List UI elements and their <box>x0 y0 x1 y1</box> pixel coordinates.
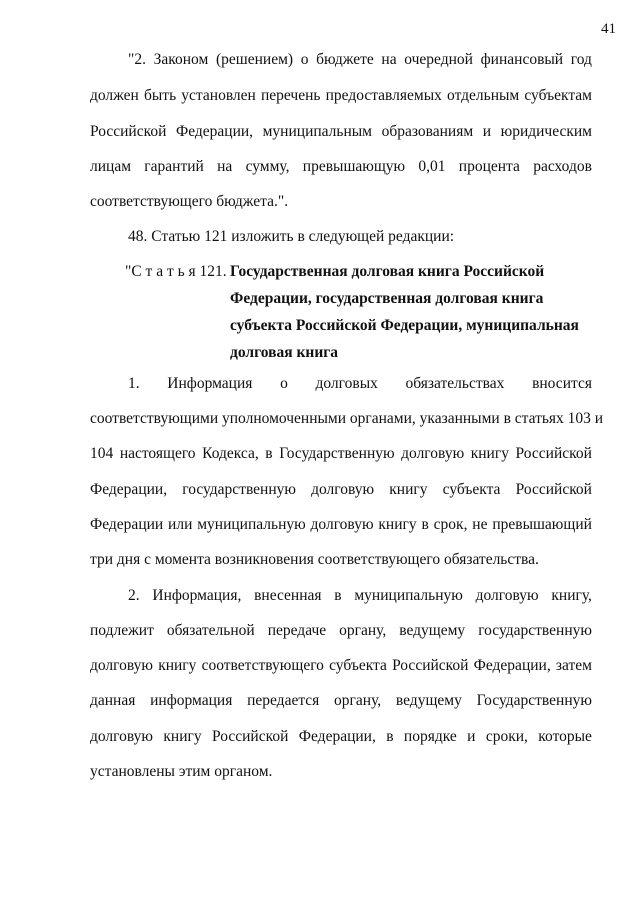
word: Законом <box>153 51 209 68</box>
paragraph-1-line-2 <box>90 86 592 106</box>
word: обязательной <box>166 622 255 639</box>
word: юридическим <box>500 123 592 140</box>
word: книгу <box>470 445 509 462</box>
word: быть <box>144 87 177 104</box>
word: о <box>280 375 288 392</box>
paragraph-3-line-3 <box>90 656 592 676</box>
word: финансовый <box>480 51 564 68</box>
word: Российской <box>515 445 592 462</box>
word: передается <box>247 692 320 709</box>
word: книгу <box>163 728 202 745</box>
word: 0,01 <box>418 158 446 175</box>
article-title-line-4: долговая книга <box>230 344 339 361</box>
word: внесенная <box>254 587 322 604</box>
word: органу, <box>334 692 382 709</box>
word: субъекта <box>442 481 501 498</box>
article-title-line-3: субъекта Российской Федерации, муниципальная <box>230 317 579 334</box>
word: муниципальную <box>197 516 306 533</box>
word: долговую <box>310 516 374 533</box>
article-label <box>125 262 227 282</box>
word: Федерации, <box>90 481 168 498</box>
paragraph-2-line-5 <box>90 515 592 535</box>
word: муниципальную <box>354 587 463 604</box>
article-title-line-2: Федерации, государственная долговая книга <box>230 290 544 307</box>
word: в <box>334 587 342 604</box>
paragraph-3-line-5 <box>90 727 592 747</box>
word: вносится <box>532 375 592 392</box>
word: превышающую <box>302 158 406 175</box>
word: Российской <box>392 657 469 674</box>
word: долговую <box>311 481 375 498</box>
word: год <box>570 51 592 68</box>
word: долговую <box>90 728 154 745</box>
word: Государственную <box>279 445 395 462</box>
word: субъектам <box>524 87 592 104</box>
word: и <box>467 728 476 745</box>
word: Государственную <box>476 692 592 709</box>
article-label-number: 121. <box>199 263 227 280</box>
word: Российской <box>515 481 592 498</box>
word: передаче <box>267 622 327 639</box>
word: Федерации <box>90 516 164 533</box>
amendment-instruction: 48. Статью 121 изложить в следующей редакции: <box>128 228 455 245</box>
word: (решением) <box>216 51 294 68</box>
word: Федерации, <box>298 728 376 745</box>
word: подлежит <box>90 622 154 639</box>
word: образованиям <box>381 123 474 140</box>
word: "2. <box>128 51 146 68</box>
word: ведущему <box>399 622 466 639</box>
paragraph-3-line-6: установлены этим органом. <box>90 763 273 780</box>
word: отдельным <box>447 87 520 104</box>
word: предоставляемых <box>325 87 442 104</box>
paragraph-3-line-1 <box>128 586 592 606</box>
paragraph-3-line-4 <box>90 691 592 711</box>
word: государственную <box>182 481 296 498</box>
word: в <box>421 516 429 533</box>
paragraph-3-line-2 <box>90 621 592 641</box>
word: книгу <box>158 657 197 674</box>
word: или <box>168 516 193 533</box>
word: о <box>300 51 309 68</box>
word: соответствующего <box>201 657 324 674</box>
word: должен <box>90 87 139 104</box>
paragraph-2-line-4 <box>90 480 592 500</box>
word: на <box>217 158 233 175</box>
word: в <box>386 728 394 745</box>
word: установлен <box>181 87 256 104</box>
word: гарантий <box>144 158 204 175</box>
paragraph-1-line-1 <box>128 50 592 70</box>
word: Российской <box>90 123 167 140</box>
paragraph-1-line-3 <box>90 122 592 142</box>
word: государственную <box>478 622 592 639</box>
word: долговую <box>90 657 154 674</box>
word: которые <box>538 728 592 745</box>
word: превышающий <box>492 516 592 533</box>
word: и <box>482 123 492 140</box>
paragraph-2-line-3 <box>90 444 592 464</box>
word: долговую <box>475 587 539 604</box>
word: Кодекса, <box>202 445 259 462</box>
word: Федерации, <box>473 657 551 674</box>
word: 1. <box>128 375 140 392</box>
paragraph-1-line-4 <box>90 157 592 177</box>
paragraph-2-line-1 <box>128 374 592 394</box>
word: субъекта <box>329 657 387 674</box>
word: книгу <box>389 481 428 498</box>
word: 2. <box>128 587 140 604</box>
word: очередной <box>404 51 473 68</box>
word: Информация, <box>152 587 242 604</box>
word: расходов <box>533 158 592 175</box>
word: долговых <box>315 375 378 392</box>
paragraph-1-line-5: соответствующего бюджета.". <box>90 193 289 210</box>
article-title-line-1: Государственная долговая книга Российской <box>230 263 545 280</box>
word: на <box>381 51 397 68</box>
word: Российской <box>212 728 289 745</box>
word: не <box>472 516 488 533</box>
word: муниципальным <box>262 123 372 140</box>
word: данная <box>90 692 136 709</box>
page-number: 41 <box>601 21 616 37</box>
word: бюджете <box>316 51 374 68</box>
word: Информация <box>167 375 253 392</box>
word: Федерации, <box>175 123 254 140</box>
word: затем <box>555 657 592 674</box>
word: настоящего <box>119 445 196 462</box>
word: сумму, <box>245 158 290 175</box>
word: процента <box>458 158 520 175</box>
word: лицам <box>90 158 132 175</box>
word: книгу <box>378 516 417 533</box>
word: обязательствах <box>405 375 505 392</box>
word: порядке <box>403 728 457 745</box>
article-label-prefix: "С т а т ь я <box>125 263 196 280</box>
word: в <box>265 445 273 462</box>
word: информация <box>150 692 233 709</box>
word: ведущему <box>395 692 462 709</box>
word: перечень <box>260 87 321 104</box>
word: долговую <box>401 445 465 462</box>
paragraph-2-line-2: соответствующими уполномоченными органами, указанными в статьях 103 и <box>90 410 604 427</box>
word: сроки, <box>485 728 528 745</box>
word: книгу, <box>551 587 592 604</box>
word: органу, <box>339 622 387 639</box>
paragraph-2-line-6: три дня с момента возникновения соответствующего обязательства. <box>90 551 539 568</box>
word: срок, <box>433 516 468 533</box>
word: 104 <box>90 445 114 462</box>
